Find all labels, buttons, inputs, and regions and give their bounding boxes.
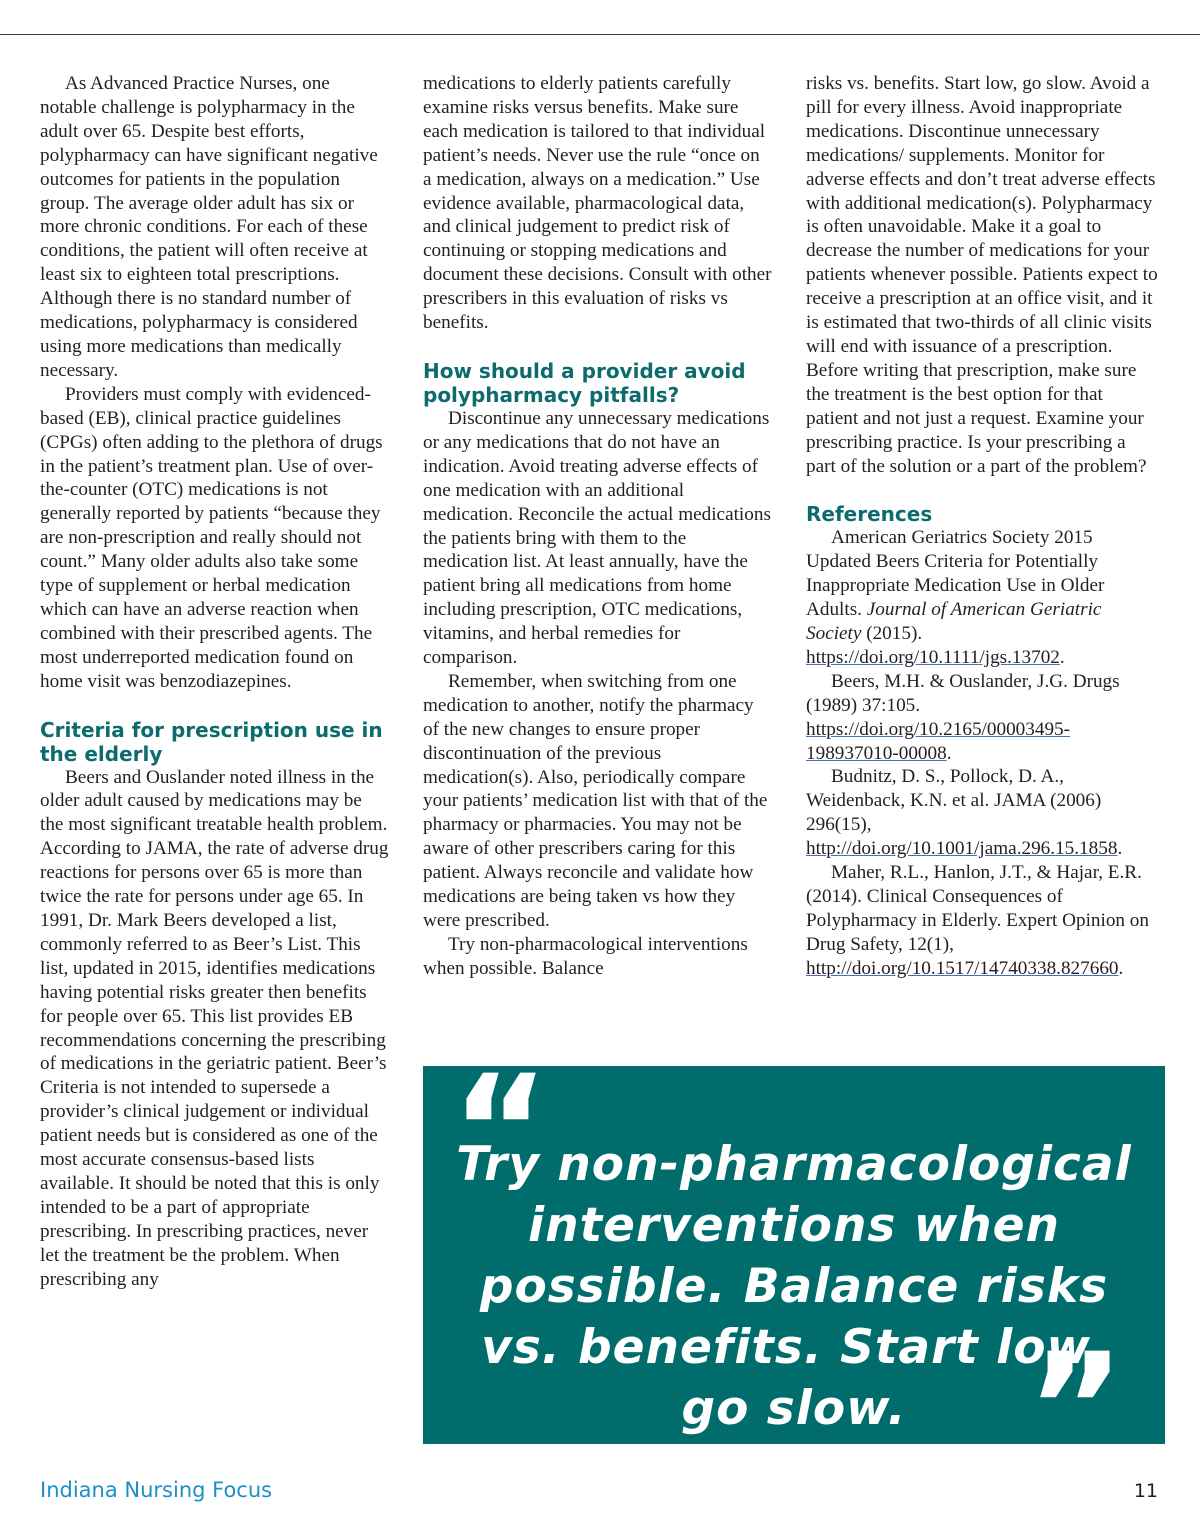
- reference-link[interactable]: https://doi.org/10.2165/00003495-198937010-00008: [806, 718, 1071, 764]
- column-1: [40, 72, 390, 1292]
- reference-text: Maher, R.L., Hanlon, J.T., & Hajar, E.R. (2014). Clinical Consequences of Polypharmacy in Elderly. Expert Opinion on Drug Safety, 12(1),: [806, 862, 1149, 955]
- page-number: 11: [1133, 1480, 1158, 1502]
- heading-references: References: [806, 502, 933, 527]
- col2-paragraph-4: Try non-pharmacological interventions when possible. Balance: [423, 933, 748, 979]
- reference-end: .: [1118, 957, 1124, 979]
- reference-item: [806, 526, 1158, 669]
- top-rule: [0, 34, 1200, 35]
- reference-end: .: [946, 742, 952, 764]
- column-3: [806, 72, 1158, 981]
- col2-paragraph-1: medications to elderly patients carefully examine risks versus benefits. Make sure each medication is tailored to that individual patient’s needs. Never use the rule “once on a medication, always on a medication.” Use evidence available, pharmacological data, and clinical judgement to predict risk of continuing or stopping medications and document these decisions. Consult with other prescribers in this evaluation of risks vs benefits.: [423, 73, 772, 334]
- reference-link[interactable]: http://doi.org/10.1517/14740338.827660: [806, 957, 1119, 979]
- open-quote-icon: “: [451, 1044, 550, 1218]
- col2-paragraph-3: Remember, when switching from one medication to another, notify the pharmacy of the new changes to ensure proper discontinuation of the previous medication(s). Also, periodically compare your patients’ medication list with that of the pharmacy or pharmacies. You may not be aware of other prescribers caring for this patient. Always reconcile and validate how medications are being taken vs how they were prescribed.: [423, 670, 768, 931]
- col1-paragraph-3: Beers and Ouslander noted illness in the older adult caused by medications may be the most significant treatable health problem. According to JAMA, the rate of adverse drug reactions for persons over 65 is more than twice the rate for persons under age 65. In 1991, Dr. Mark Beers developed a list, commonly referred to as Beer’s List. This list, updated in 2015, identifies medications having potential risks greater then benefits for people over 65. This list provides EB recommendations concerning the prescribing of medications in the geriatric patient. Beer’s Criteria is not intended to supersede a provider’s clinical judgement or individual patient needs but is considered as one of the most accurate consensus-based lists available. It should be noted that this is only intended to be a part of appropriate prescribing. In prescribing practices, never let the treatment be the problem. When prescribing any: [40, 766, 389, 1290]
- heading-criteria: Criteria for prescription use in the elderly: [40, 717, 383, 766]
- col2-paragraph-2: Discontinue any unnecessary medications or any medications that do not have an indication. Avoid treating adverse effects of one medication with an additional medication. Reconcile the actual medications the patients bring with them to the medication list. At least annually, have the patient bring all medications from home including prescription, OTC medications, vitamins, and herbal remedies for comparison.: [423, 407, 771, 669]
- column-2: [423, 72, 773, 981]
- reference-item: [806, 670, 1158, 766]
- reference-end: .: [1117, 838, 1123, 860]
- pull-quote-text: Try non-pharmacological interventions when possible. Balance risks vs. benefits. Start low, go slow.: [456, 1137, 1132, 1436]
- col1-paragraph-2: Providers must comply with evidenced-based (EB), clinical practice guidelines (CPGs) often adding to the plethora of drugs in the patient’s treatment plan. Use of over-the-counter (OTC) medications is not generally reported by patients “because they are non-prescription and really should not count.” Many older adults also take some type of supplement or herbal medication which can have an adverse reaction when combined with their prescribed agents. The most underreported medication found on home visit was benzodiazepines.: [40, 383, 383, 692]
- reference-item: [806, 765, 1158, 861]
- reference-text: Budnitz, D. S., Pollock, D. A., Weidenback, K.N. et al. JAMA (2006) 296(15),: [806, 766, 1102, 836]
- reference-link[interactable]: http://doi.org/10.1001/jama.296.15.1858: [806, 838, 1118, 860]
- reference-list: [806, 526, 1158, 980]
- reference-year: (2015).: [861, 623, 923, 645]
- reference-item: [806, 861, 1158, 981]
- heading-pitfalls: How should a provider avoid polypharmacy pitfalls?: [423, 358, 746, 407]
- reference-link[interactable]: https://doi.org/10.1111/jgs.13702: [806, 646, 1060, 668]
- reference-text: Beers, M.H. & Ouslander, J.G. Drugs (1989) 37:105.: [806, 670, 1120, 716]
- reference-end: .: [1059, 646, 1065, 668]
- reference-text: American Geriatrics Society 2015 Updated Beers Criteria for Potentially Inappropriate Medication Use in Older Adults.: [806, 527, 1105, 621]
- close-quote-icon: ”: [1026, 1322, 1125, 1496]
- reference-journal: Journal of American Geriatric Society: [806, 599, 1102, 645]
- col3-paragraph-1: risks vs. benefits. Start low, go slow. Avoid a pill for every illness. Avoid inappropriate medications. Discontinue unnecessary medications/ supplements. Monitor for adverse effects and don’t treat adverse effects with additional medication(s). Polypharmacy is often unavoidable. Make it a goal to decrease the number of medications for your patients whenever possible. Patients expect to receive a prescription at an office visit, and it is estimated that two-thirds of all clinic visits will end with issuance of a prescription. Before writing that prescription, make sure the treatment is the best option for that patient and not just a request. Examine your prescribing practice. Is your prescribing a part of the solution or a part of the problem?: [806, 73, 1158, 477]
- col1-paragraph-1: As Advanced Practice Nurses, one notable challenge is polypharmacy in the adult over 65. Despite best efforts, polypharmacy can have significant negative outcomes for patients in the population group. The average older adult has six or more chronic conditions. For each of these conditions, the patient will often receive at least six to eighteen total prescriptions. Although there is no standard number of medications, polypharmacy is considered using more medications than medically necessary.: [40, 73, 378, 381]
- footer-publication-title: Indiana Nursing Focus: [40, 1478, 273, 1502]
